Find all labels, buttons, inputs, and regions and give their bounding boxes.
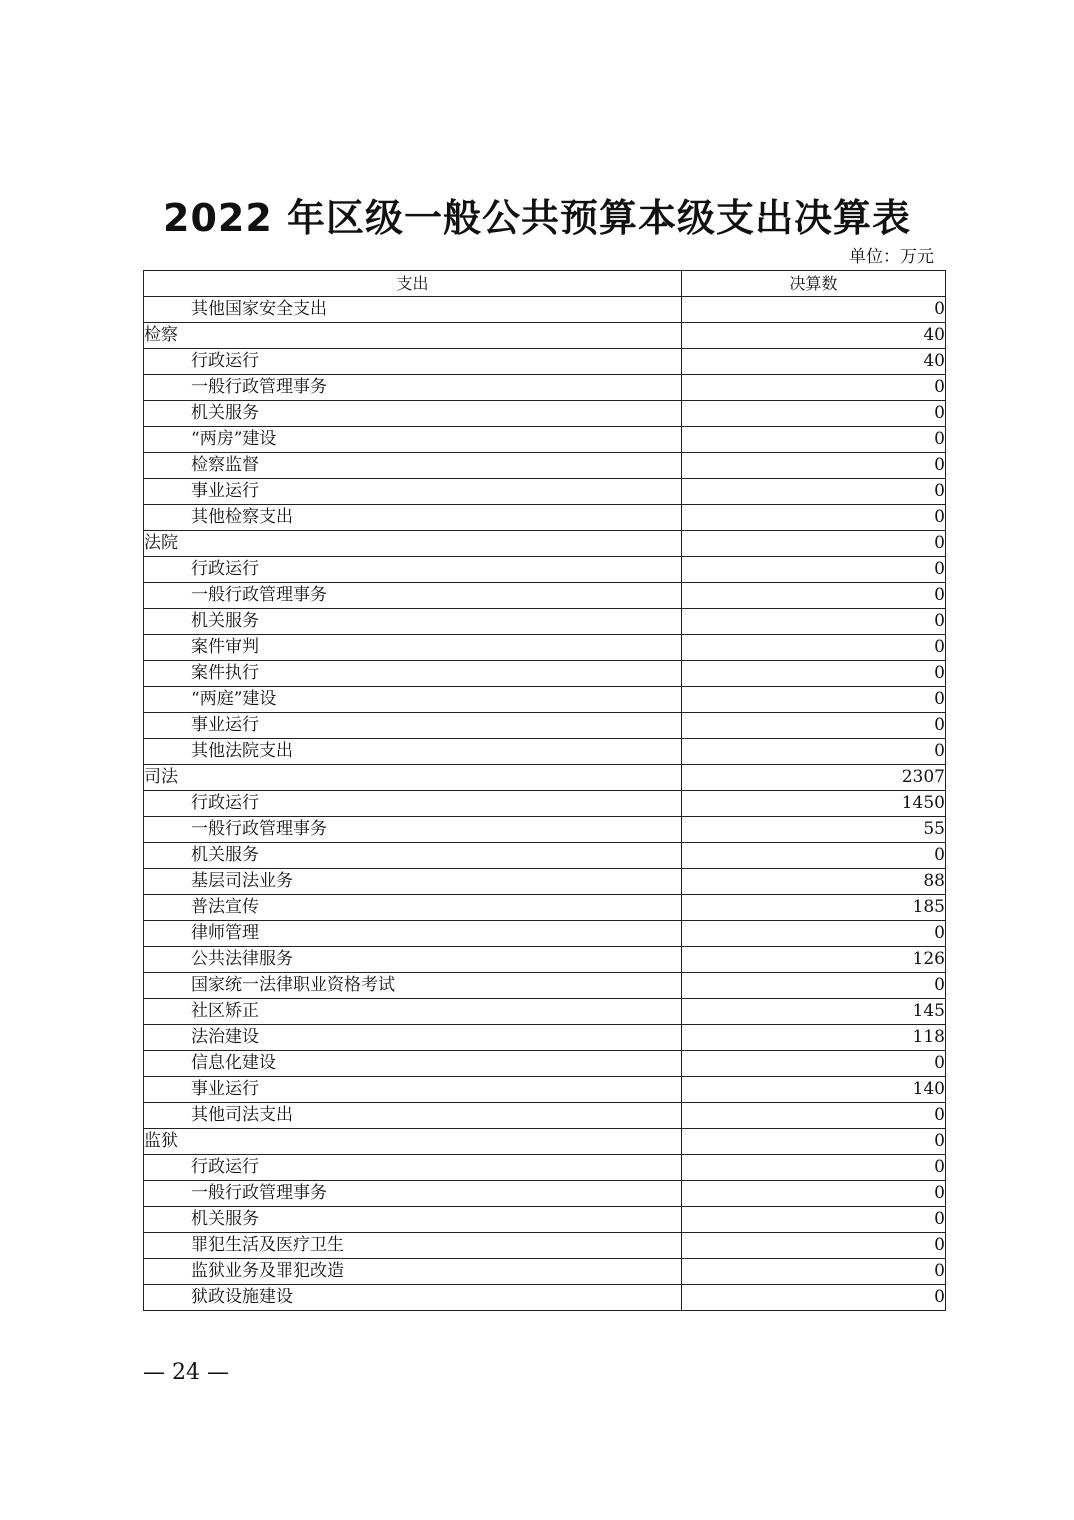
table-row	[144, 817, 946, 843]
category-name: 检察	[144, 323, 682, 349]
item-name: 案件执行	[144, 661, 682, 687]
item-name: 行政运行	[144, 791, 682, 817]
table-row	[144, 1103, 946, 1129]
item-name: 罪犯生活及医疗卫生	[144, 1233, 682, 1259]
item-name: 机关服务	[144, 843, 682, 869]
table-row	[144, 531, 946, 557]
table-row	[144, 557, 946, 583]
item-value: 145	[682, 999, 946, 1025]
table-row	[144, 1077, 946, 1103]
table-row	[144, 1155, 946, 1181]
table-row	[144, 1285, 946, 1311]
table-row	[144, 765, 946, 791]
table-body	[144, 297, 946, 1311]
table-row	[144, 999, 946, 1025]
item-name: 行政运行	[144, 1155, 682, 1181]
item-name: 检察监督	[144, 453, 682, 479]
unit-label: 单位：万元	[849, 247, 934, 267]
item-name: 基层司法业务	[144, 869, 682, 895]
table-row	[144, 791, 946, 817]
table-row	[144, 349, 946, 375]
table-row	[144, 1051, 946, 1077]
item-value: 0	[682, 1155, 946, 1181]
table-row	[144, 947, 946, 973]
item-name: “两庭”建设	[144, 687, 682, 713]
item-name: 事业运行	[144, 1077, 682, 1103]
item-value: 0	[682, 427, 946, 453]
item-value: 0	[682, 297, 946, 323]
item-name: 一般行政管理事务	[144, 583, 682, 609]
item-name: 机关服务	[144, 401, 682, 427]
table-header-row	[144, 271, 946, 297]
item-value: 0	[682, 1233, 946, 1259]
budget-table	[143, 270, 946, 1311]
item-value: 0	[682, 921, 946, 947]
table-row	[144, 713, 946, 739]
item-name: 信息化建设	[144, 1051, 682, 1077]
item-name: 其他法院支出	[144, 739, 682, 765]
item-value: 185	[682, 895, 946, 921]
item-value: 126	[682, 947, 946, 973]
item-name: 其他国家安全支出	[144, 297, 682, 323]
item-name: 其他检察支出	[144, 505, 682, 531]
item-name: 监狱业务及罪犯改造	[144, 1259, 682, 1285]
item-name: 机关服务	[144, 1207, 682, 1233]
item-value: 0	[682, 479, 946, 505]
column-header-final-amount: 决算数	[682, 271, 946, 297]
table-row	[144, 453, 946, 479]
column-header-expenditure: 支出	[144, 271, 682, 297]
item-name: 社区矫正	[144, 999, 682, 1025]
item-value: 88	[682, 869, 946, 895]
table-row	[144, 479, 946, 505]
item-value: 140	[682, 1077, 946, 1103]
item-name: 律师管理	[144, 921, 682, 947]
item-value: 0	[682, 453, 946, 479]
item-value: 2307	[682, 765, 946, 791]
item-value: 0	[682, 1129, 946, 1155]
item-value: 118	[682, 1025, 946, 1051]
item-value: 0	[682, 1051, 946, 1077]
item-name: 法治建设	[144, 1025, 682, 1051]
item-name: 其他司法支出	[144, 1103, 682, 1129]
category-name: 监狱	[144, 1129, 682, 1155]
table-row	[144, 427, 946, 453]
table-row	[144, 609, 946, 635]
item-value: 40	[682, 323, 946, 349]
table-row	[144, 895, 946, 921]
table-row	[144, 401, 946, 427]
item-name: 狱政设施建设	[144, 1285, 682, 1311]
table-row	[144, 297, 946, 323]
table-row	[144, 921, 946, 947]
table-row	[144, 1207, 946, 1233]
item-value: 0	[682, 583, 946, 609]
table-row	[144, 869, 946, 895]
item-name: 一般行政管理事务	[144, 375, 682, 401]
table-row	[144, 687, 946, 713]
item-name: 国家统一法律职业资格考试	[144, 973, 682, 999]
item-name: 案件审判	[144, 635, 682, 661]
item-value: 0	[682, 635, 946, 661]
page-title: 2022 年区级一般公共预算本级支出决算表	[163, 196, 911, 240]
item-value: 0	[682, 661, 946, 687]
item-value: 0	[682, 375, 946, 401]
item-name: 普法宣传	[144, 895, 682, 921]
table-row	[144, 1259, 946, 1285]
item-value: 1450	[682, 791, 946, 817]
item-value: 0	[682, 843, 946, 869]
table-row	[144, 1181, 946, 1207]
item-name: 事业运行	[144, 479, 682, 505]
item-value: 0	[682, 1285, 946, 1311]
item-name: “两房”建设	[144, 427, 682, 453]
table-row	[144, 1233, 946, 1259]
item-value: 0	[682, 1207, 946, 1233]
table-row	[144, 505, 946, 531]
item-name: 一般行政管理事务	[144, 817, 682, 843]
item-name: 事业运行	[144, 713, 682, 739]
item-value: 0	[682, 531, 946, 557]
table-row	[144, 323, 946, 349]
table-row	[144, 375, 946, 401]
table-row	[144, 1129, 946, 1155]
table-row	[144, 661, 946, 687]
table-row	[144, 739, 946, 765]
table-row	[144, 973, 946, 999]
category-name: 司法	[144, 765, 682, 791]
item-value: 0	[682, 505, 946, 531]
item-value: 55	[682, 817, 946, 843]
item-value: 0	[682, 1103, 946, 1129]
item-name: 行政运行	[144, 557, 682, 583]
table-row	[144, 1025, 946, 1051]
item-value: 0	[682, 739, 946, 765]
item-value: 0	[682, 713, 946, 739]
item-value: 0	[682, 687, 946, 713]
category-name: 法院	[144, 531, 682, 557]
table-row	[144, 583, 946, 609]
table-row	[144, 843, 946, 869]
item-value: 40	[682, 349, 946, 375]
item-name: 一般行政管理事务	[144, 1181, 682, 1207]
item-value: 0	[682, 609, 946, 635]
item-value: 0	[682, 557, 946, 583]
table-row	[144, 635, 946, 661]
item-name: 机关服务	[144, 609, 682, 635]
item-value: 0	[682, 973, 946, 999]
item-name: 公共法律服务	[144, 947, 682, 973]
item-value: 0	[682, 401, 946, 427]
item-name: 行政运行	[144, 349, 682, 375]
item-value: 0	[682, 1181, 946, 1207]
item-value: 0	[682, 1259, 946, 1285]
page-number: — 24 —	[143, 1360, 229, 1385]
